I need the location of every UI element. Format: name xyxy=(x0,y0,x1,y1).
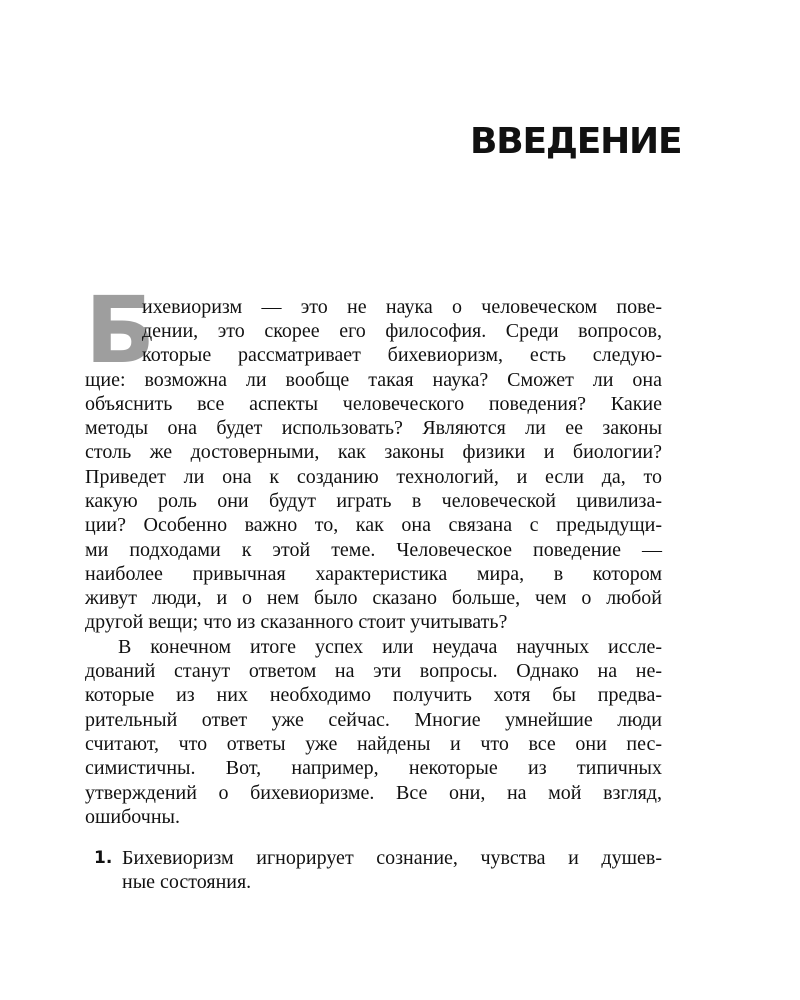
text-line: какую роль они будут играть в человеческой цивилиза- xyxy=(85,490,662,512)
text-line: утверждений о бихевиоризме. Все они, на мой взгляд, xyxy=(85,782,662,804)
text-line: которые из них необходимо получить хотя бы предва- xyxy=(85,684,662,706)
text-line: дований станут ответом на эти вопросы. Однако на не- xyxy=(85,660,662,682)
text-line: ции? Особенно важно то, как она связана с предыдущи- xyxy=(85,514,662,536)
text-line: Приведет ли она к созданию технологий, и если да, то xyxy=(85,466,662,488)
text-line: другой вещи; что из сказанного стоит учитывать? xyxy=(85,611,508,633)
text-line: живут люди, и о нем было сказано больше, чем о любой xyxy=(85,587,662,609)
text-line: В конечном итоге успех или неудача научных иссле- xyxy=(118,636,662,658)
text-line: ошибочны. xyxy=(85,806,180,828)
text-line: щие: возможна ли вообще такая наука? Сможет ли она xyxy=(85,369,662,391)
list-item-number: 1. xyxy=(94,848,113,868)
text-line: считают, что ответы уже найдены и что все они пес- xyxy=(85,733,662,755)
text-line: симистичны. Вот, например, некоторые из типичных xyxy=(85,757,662,779)
chapter-title: ВВЕДЕНИЕ xyxy=(470,121,682,162)
list-item-line: Бихевиоризм игнорирует сознание, чувства и душев- xyxy=(122,847,662,869)
text-line: рительный ответ уже сейчас. Многие умнейшие люди xyxy=(85,709,662,731)
text-line: ихевиоризм — это не наука о человеческом пове- xyxy=(142,296,662,318)
drop-cap: Б xyxy=(85,277,156,384)
text-line: методы она будет использовать? Являются ли ее законы xyxy=(85,417,662,439)
text-line: наиболее привычная характеристика мира, в котором xyxy=(85,563,662,585)
list-item-line: ные состояния. xyxy=(122,871,252,893)
text-line: которые рассматривает бихевиоризм, есть следую- xyxy=(142,344,662,366)
text-line: объяснить все аспекты человеческого поведения? Какие xyxy=(85,393,662,415)
text-line: столь же достоверными, как законы физики и биологии? xyxy=(85,441,662,463)
text-line: ми подходами к этой теме. Человеческое поведение — xyxy=(85,539,662,561)
text-line: дении, это скорее его философия. Среди вопросов, xyxy=(142,320,662,342)
